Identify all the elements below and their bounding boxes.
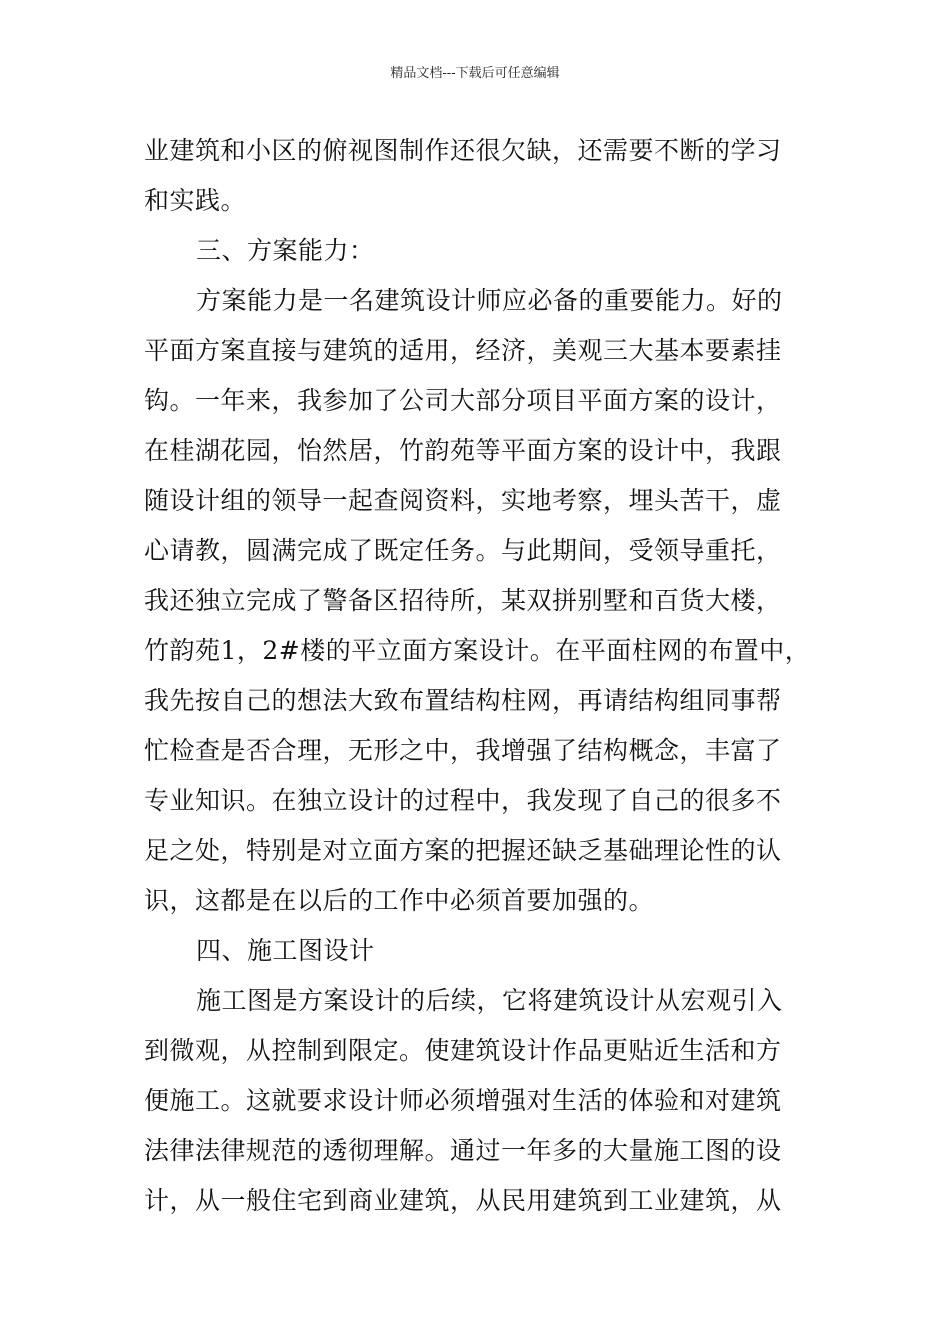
section-heading: 四、施工图设计 <box>196 936 375 965</box>
text-line: 专业知识。在独立设计的过程中，我发现了自己的很多不 <box>144 786 782 815</box>
text-line: 平面方案直接与建筑的适用，经济，美观三大基本要素挂 <box>144 336 782 365</box>
text-line: 计，从一般住宅到商业建筑，从民用建筑到工业建筑，从 <box>144 1186 782 1215</box>
text-line: 在桂湖花园，怡然居，竹韵苑等平面方案的设计中，我跟 <box>144 436 782 465</box>
text-line: 和实践。 <box>144 186 247 215</box>
text-line: 方案能力是一名建筑设计师应必备的重要能力。好的 <box>196 286 783 315</box>
text-line: 到微观，从控制到限定。使建筑设计作品更贴近生活和方 <box>144 1036 782 1065</box>
text-line: 施工图是方案设计的后续，它将建筑设计从宏观引入 <box>196 986 783 1015</box>
text-line: 识，这都是在以后的工作中必须首要加强的。 <box>144 886 655 915</box>
text-line: 竹韵苑1，2#楼的平立面方案设计。在平面柱网的布置中， <box>144 636 811 665</box>
document-body <box>144 126 809 1226</box>
page-header: 精品文档---下载后可任意编辑 <box>390 66 560 81</box>
text-line: 足之处，特别是对立面方案的把握还缺乏基础理论性的认 <box>144 836 782 865</box>
section-heading: 三、方案能力： <box>196 236 375 265</box>
text-line: 忙检查是否合理，无形之中，我增强了结构概念，丰富了 <box>144 736 782 765</box>
text-line: 随设计组的领导一起查阅资料，实地考察，埋头苦干，虚 <box>144 486 782 515</box>
text-line: 业建筑和小区的俯视图制作还很欠缺，还需要不断的学习 <box>144 136 782 165</box>
text-line: 我还独立完成了警备区招待所，某双拼别墅和百货大楼， <box>144 586 782 615</box>
text-line: 钩。一年来，我参加了公司大部分项目平面方案的设计， <box>144 386 782 415</box>
text-line: 便施工。这就要求设计师必须增强对生活的体验和对建筑 <box>144 1086 782 1115</box>
text-line: 心请教，圆满完成了既定任务。与此期间，受领导重托， <box>144 536 782 565</box>
text-line: 法律法律规范的透彻理解。通过一年多的大量施工图的设 <box>144 1136 782 1165</box>
text-line: 我先按自己的想法大致布置结构柱网，再请结构组同事帮 <box>144 686 782 715</box>
